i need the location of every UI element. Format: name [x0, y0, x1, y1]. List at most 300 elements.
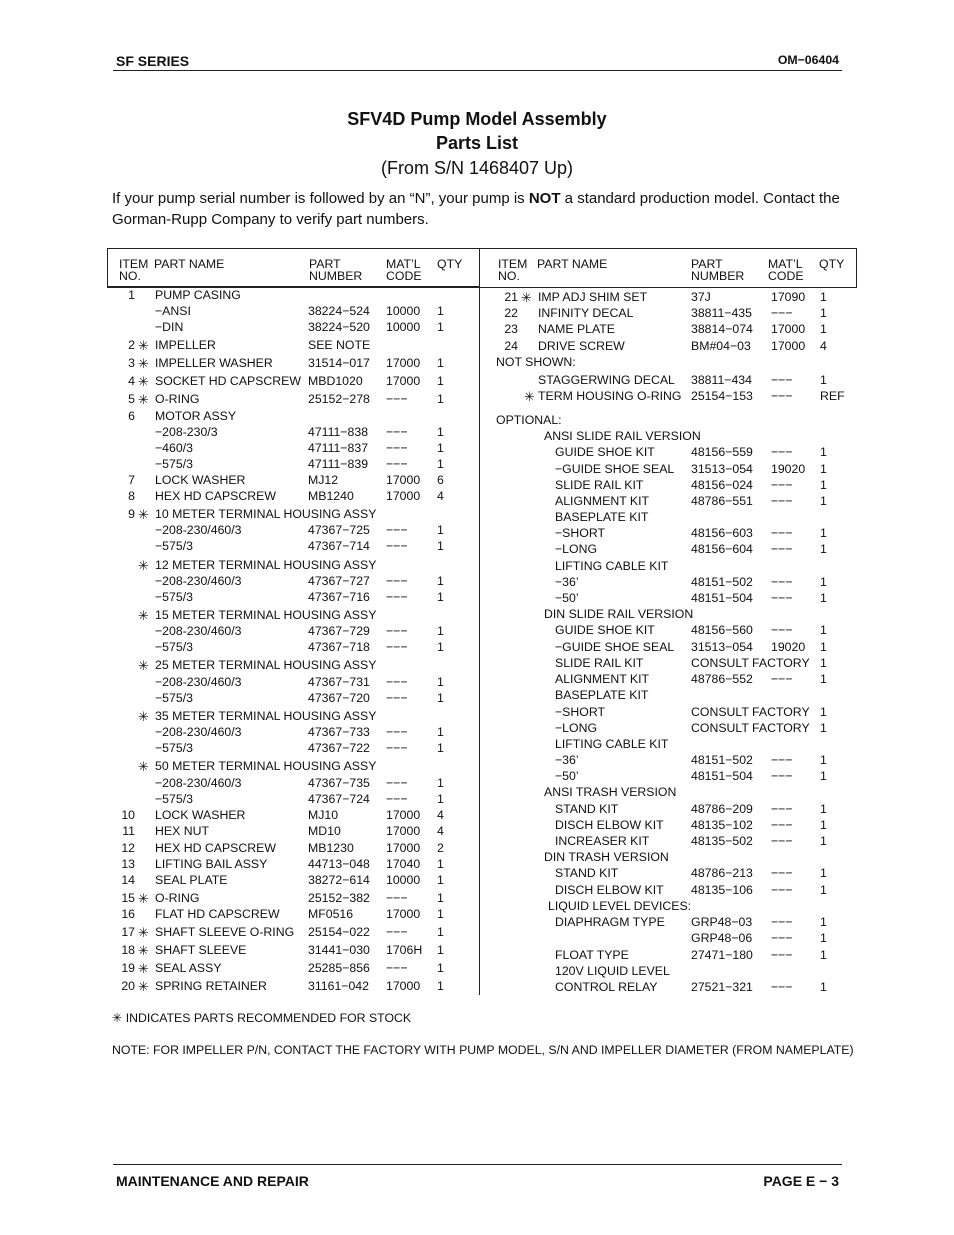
quantity: 1: [437, 356, 444, 370]
part-name: BASEPLATE KIT: [555, 510, 649, 524]
part-number: 47367−720: [308, 691, 370, 705]
part-number: 38272−614: [308, 873, 370, 887]
star-icon: ✳: [138, 507, 149, 522]
part-name: −LONG: [555, 542, 598, 556]
part-number: CONSULT FACTORY: [691, 656, 810, 670]
part-name: SHAFT SLEEVE O-RING: [155, 925, 295, 939]
intro-text-start: If your pump serial number is followed by an “N”, your pump is: [112, 190, 529, 207]
quantity: 1: [820, 591, 827, 605]
item-number: 7: [128, 473, 135, 487]
col-qty-header: QTY: [437, 257, 463, 271]
material-code: 10000: [386, 873, 421, 887]
quantity: 1: [437, 590, 444, 604]
col-mat-header-line2: CODE: [768, 269, 804, 283]
quantity: 1: [820, 705, 827, 719]
part-number: 48156−024: [691, 478, 753, 492]
part-name: LOCK WASHER: [155, 473, 246, 487]
item-number: 15: [121, 891, 135, 905]
part-number: 38814−074: [691, 322, 753, 336]
quantity: 1: [437, 675, 444, 689]
part-name: −208-230/460/3: [155, 574, 242, 588]
page-footer: [113, 1164, 842, 1187]
part-name: NOT SHOWN:: [496, 355, 576, 369]
item-number: 20: [121, 979, 135, 993]
quantity: 1: [437, 891, 444, 905]
part-name: −LONG: [555, 721, 598, 735]
quantity: 1: [820, 866, 827, 880]
quantity: 1: [437, 691, 444, 705]
part-number: GRP48−06: [691, 931, 753, 945]
item-number: 23: [504, 322, 518, 336]
material-code: −−−: [386, 675, 408, 689]
part-name: ALIGNMENT KIT: [555, 672, 650, 686]
item-number: 2: [128, 338, 135, 352]
part-name: −36’: [555, 753, 579, 767]
part-name: IMPELLER: [155, 338, 216, 352]
item-number: 22: [504, 306, 518, 320]
col-qty-header: QTY: [819, 257, 845, 271]
part-name: LIFTING CABLE KIT: [555, 737, 669, 751]
material-code: −−−: [771, 931, 793, 945]
material-code: −−−: [386, 891, 408, 905]
part-number: MJ10: [308, 808, 339, 822]
col-mat-header: MAT’L: [768, 257, 803, 271]
part-number: SEE NOTE: [308, 338, 371, 352]
part-number: MD10: [308, 824, 341, 838]
material-code: −−−: [771, 478, 793, 492]
star-icon: ✳: [138, 925, 149, 940]
col-item-header: ITEM: [498, 257, 528, 271]
part-name: SEAL ASSY: [155, 961, 222, 975]
part-number: 47367−724: [308, 792, 370, 806]
material-code: −−−: [386, 574, 408, 588]
quantity: 1: [820, 656, 827, 670]
part-name: NAME PLATE: [538, 322, 615, 336]
part-number: 47367−731: [308, 675, 370, 689]
part-number: 48135−106: [691, 883, 753, 897]
part-name: BASEPLATE KIT: [555, 688, 649, 702]
col-item-header-line2: NO.: [119, 269, 141, 283]
quantity: 1: [437, 873, 444, 887]
quantity: 1: [820, 526, 827, 540]
part-number: 47367−716: [308, 590, 370, 604]
part-name: PUMP CASING: [155, 288, 241, 302]
item-number: 6: [128, 409, 135, 423]
footer-section: MAINTENANCE AND REPAIR: [116, 1173, 309, 1189]
quantity: 2: [437, 841, 444, 855]
part-number: CONSULT FACTORY: [691, 721, 810, 735]
part-number: MF0516: [308, 907, 354, 921]
material-code: −−−: [771, 542, 793, 556]
part-number: 48151−502: [691, 753, 753, 767]
part-number: 37J: [691, 290, 711, 304]
item-number: 12: [121, 841, 135, 855]
part-name: −GUIDE SHOE SEAL: [555, 462, 675, 476]
part-name: DIN SLIDE RAIL VERSION: [544, 607, 694, 621]
star-icon: ✳: [138, 961, 149, 976]
star-icon: ✳: [524, 389, 535, 404]
material-code: −−−: [386, 691, 408, 705]
item-number: 18: [121, 943, 135, 957]
part-name: DIAPHRAGM TYPE: [555, 915, 665, 929]
part-number: 44713−048: [308, 857, 370, 871]
part-name: −575/3: [155, 792, 193, 806]
part-number: 47367−729: [308, 624, 370, 638]
quantity: 1: [820, 322, 827, 336]
part-name: OPTIONAL:: [496, 413, 562, 427]
material-code: −−−: [771, 373, 793, 387]
part-name: −575/3: [155, 590, 193, 604]
material-code: −−−: [771, 575, 793, 589]
part-name: −208-230/460/3: [155, 776, 242, 790]
part-name: 15 METER TERMINAL HOUSING ASSY: [155, 608, 377, 622]
material-code: −−−: [771, 915, 793, 929]
material-code: 17000: [386, 907, 421, 921]
material-code: 19020: [771, 462, 806, 476]
material-code: −−−: [771, 753, 793, 767]
impeller-note: NOTE: FOR IMPELLER P/N, CONTACT THE FACTORY WITH PUMP MODEL, S/N AND IMPELLER DIAMETER (FROM NAMEPLATE): [112, 1043, 854, 1057]
col-part-header: PART: [691, 257, 723, 271]
part-name: SEAL PLATE: [155, 873, 228, 887]
material-code: −−−: [386, 925, 408, 939]
item-number: 8: [128, 489, 135, 503]
quantity: 1: [437, 857, 444, 871]
part-number: MB1230: [308, 841, 354, 855]
quantity: 1: [437, 523, 444, 537]
material-code: 17000: [386, 808, 421, 822]
material-code: 17000: [386, 489, 421, 503]
part-number: 38811−434: [691, 373, 752, 387]
quantity: 1: [820, 769, 827, 783]
quantity: 1: [437, 961, 444, 975]
quantity: 1: [820, 575, 827, 589]
quantity: 4: [820, 339, 827, 353]
part-name: STAND KIT: [555, 866, 619, 880]
quantity: 1: [820, 306, 827, 320]
page-title: SFV4D Pump Model Assembly: [347, 109, 607, 129]
part-name: HEX HD CAPSCREW: [155, 489, 276, 503]
intro-text-end: a standard production model. Contact the Gorman-Rupp Company to verify part numbers.: [112, 190, 840, 228]
material-code: 17000: [386, 824, 421, 838]
quantity: 1: [820, 915, 827, 929]
star-icon: ✳: [138, 658, 149, 673]
star-icon: ✳: [521, 290, 532, 305]
material-code: −−−: [771, 883, 793, 897]
quantity: 1: [820, 373, 827, 387]
material-code: 17000: [386, 841, 421, 855]
part-name: −575/3: [155, 640, 193, 654]
col-mat-header: MAT’L: [386, 257, 421, 271]
material-code: 19020: [771, 640, 806, 654]
material-code: −−−: [771, 769, 793, 783]
material-code: −−−: [771, 623, 793, 637]
part-number: 47367−718: [308, 640, 370, 654]
col-item-header: ITEM: [119, 257, 149, 271]
star-icon: ✳: [138, 356, 149, 371]
part-number: 48135−102: [691, 818, 753, 832]
part-name: O-RING: [155, 392, 200, 406]
star-icon: ✳: [138, 759, 149, 774]
quantity: 1: [437, 792, 444, 806]
material-code: 17000: [386, 473, 421, 487]
material-code: −−−: [771, 948, 793, 962]
material-code: −−−: [386, 741, 408, 755]
star-icon: ✳: [138, 891, 149, 906]
part-number: 48151−504: [691, 769, 753, 783]
part-name: 50 METER TERMINAL HOUSING ASSY: [155, 759, 377, 773]
part-number: 48786−551: [691, 494, 753, 508]
item-number: 13: [121, 857, 135, 871]
col-part-header-line2: NUMBER: [309, 269, 363, 283]
part-name: 12 METER TERMINAL HOUSING ASSY: [155, 558, 377, 572]
part-name: ANSI SLIDE RAIL VERSION: [544, 429, 701, 443]
part-number: 27521−321: [691, 980, 753, 994]
material-code: −−−: [771, 980, 793, 994]
star-icon: ✳: [138, 943, 149, 958]
material-code: 17000: [386, 356, 421, 370]
stock-footnote: [112, 1011, 411, 1025]
quantity: 1: [820, 883, 827, 897]
material-code: 17090: [771, 290, 806, 304]
part-number: 31514−017: [308, 356, 370, 370]
part-name: HEX NUT: [155, 824, 209, 838]
quantity: 1: [437, 374, 444, 388]
material-code: −−−: [771, 389, 793, 403]
quantity: 1: [437, 392, 444, 406]
part-name: −575/3: [155, 741, 193, 755]
material-code: −−−: [386, 425, 408, 439]
material-code: −−−: [771, 526, 793, 540]
part-number: MJ12: [308, 473, 339, 487]
part-name: −208-230/460/3: [155, 624, 242, 638]
star-icon: ✳: [138, 338, 149, 353]
material-code: −−−: [771, 834, 793, 848]
part-number: GRP48−03: [691, 915, 753, 929]
parts-table: [107, 248, 857, 995]
intro-emphasis: NOT: [528, 190, 561, 207]
quantity: 4: [437, 808, 444, 822]
part-name: −208-230/460/3: [155, 675, 242, 689]
part-name: O-RING: [155, 891, 200, 905]
material-code: −−−: [771, 818, 793, 832]
quantity: 1: [437, 943, 444, 957]
part-number: 48151−502: [691, 575, 753, 589]
star-icon: ✳: [138, 558, 149, 573]
quantity: 1: [437, 979, 444, 993]
part-name: 25 METER TERMINAL HOUSING ASSY: [155, 658, 377, 672]
intro-paragraph: [112, 188, 852, 230]
quantity: 1: [820, 478, 827, 492]
part-name: SPRING RETAINER: [155, 979, 267, 993]
material-code: −−−: [386, 457, 408, 471]
part-number: 48135−502: [691, 834, 753, 848]
part-name: 120V LIQUID LEVEL: [555, 964, 670, 978]
quantity: 1: [437, 741, 444, 755]
material-code: −−−: [771, 802, 793, 816]
item-number: 19: [121, 961, 135, 975]
part-name: GUIDE SHOE KIT: [555, 623, 655, 637]
part-name: DISCH ELBOW KIT: [555, 883, 664, 897]
item-number: 5: [128, 392, 135, 406]
part-name: ALIGNMENT KIT: [555, 494, 650, 508]
star-icon: ✳: [138, 709, 149, 724]
material-code: −−−: [386, 624, 408, 638]
quantity: 1: [437, 624, 444, 638]
part-number: 48786−213: [691, 866, 753, 880]
quantity: 1: [820, 818, 827, 832]
quantity: 1: [820, 802, 827, 816]
part-name: LOCK WASHER: [155, 808, 246, 822]
material-code: 10000: [386, 304, 421, 318]
material-code: −−−: [386, 776, 408, 790]
quantity: 1: [437, 457, 444, 471]
part-number: 48786−209: [691, 802, 753, 816]
part-name: FLAT HD CAPSCREW: [155, 907, 280, 921]
material-code: 17040: [386, 857, 421, 871]
part-number: 47367−714: [308, 539, 370, 553]
quantity: 1: [437, 725, 444, 739]
material-code: 17000: [386, 979, 421, 993]
part-number: 27471−180: [691, 948, 753, 962]
part-number: 38224−520: [308, 320, 370, 334]
quantity: 1: [820, 623, 827, 637]
part-number: 48156−560: [691, 623, 753, 637]
material-code: −−−: [386, 392, 408, 406]
quantity: 1: [820, 834, 827, 848]
part-number: CONSULT FACTORY: [691, 705, 810, 719]
quantity: 1: [820, 445, 827, 459]
quantity: 1: [437, 574, 444, 588]
part-number: 48156−604: [691, 542, 753, 556]
quantity: 4: [437, 824, 444, 838]
part-name: −460/3: [155, 441, 193, 455]
col-name-header: PART NAME: [154, 257, 225, 271]
material-code: −−−: [386, 590, 408, 604]
quantity: 1: [437, 907, 444, 921]
quantity: 1: [437, 320, 444, 334]
quantity: 1: [820, 494, 827, 508]
part-number: 47367−722: [308, 741, 370, 755]
part-name: −50’: [555, 769, 579, 783]
item-number: 24: [504, 339, 518, 353]
item-number: 10: [121, 808, 135, 822]
quantity: 1: [437, 640, 444, 654]
part-name: HEX HD CAPSCREW: [155, 841, 276, 855]
page-header: [113, 52, 842, 71]
quantity: 1: [820, 948, 827, 962]
material-code: 10000: [386, 320, 421, 334]
part-number: 48156−603: [691, 526, 753, 540]
part-name: −208-230/460/3: [155, 523, 242, 537]
material-code: −−−: [386, 725, 408, 739]
quantity: REF: [820, 389, 845, 403]
part-name: MOTOR ASSY: [155, 409, 237, 423]
part-name: −208-230/3: [155, 425, 218, 439]
part-name: SOCKET HD CAPSCREW: [155, 374, 301, 388]
part-number: MB1240: [308, 489, 354, 503]
quantity: 1: [820, 462, 827, 476]
star-icon: ✳: [138, 608, 149, 623]
part-number: BM#04−03: [691, 339, 751, 353]
item-number: 14: [121, 873, 135, 887]
part-name: −575/3: [155, 691, 193, 705]
quantity: 1: [820, 542, 827, 556]
part-name: INCREASER KIT: [555, 834, 650, 848]
part-name: −ANSI: [155, 304, 191, 318]
material-code: −−−: [386, 640, 408, 654]
part-name: 10 METER TERMINAL HOUSING ASSY: [155, 507, 377, 521]
material-code: −−−: [386, 792, 408, 806]
material-code: −−−: [386, 539, 408, 553]
material-code: −−−: [771, 591, 793, 605]
material-code: 1706H: [386, 943, 423, 957]
part-number: MBD1020: [308, 374, 363, 388]
item-number: 1: [128, 288, 135, 302]
quantity: 1: [820, 290, 827, 304]
col-item-header-line2: NO.: [498, 269, 520, 283]
serial-range: (From S/N 1468407 Up): [380, 158, 574, 178]
quantity: 6: [437, 473, 444, 487]
part-name: DISCH ELBOW KIT: [555, 818, 664, 832]
part-name: STAGGERWING DECAL: [538, 373, 675, 387]
material-code: −−−: [386, 523, 408, 537]
material-code: 17000: [386, 374, 421, 388]
part-number: 48156−559: [691, 445, 753, 459]
part-name: SLIDE RAIL KIT: [555, 478, 644, 492]
col-mat-header-line2: CODE: [386, 269, 422, 283]
material-code: −−−: [386, 961, 408, 975]
item-number: 21: [504, 290, 518, 304]
part-name: CONTROL RELAY: [555, 980, 658, 994]
part-number: 47367−735: [308, 776, 370, 790]
col-part-header-line2: NUMBER: [691, 269, 745, 283]
part-name: −SHORT: [555, 705, 605, 719]
part-number: 31513−054: [691, 640, 753, 654]
quantity: 1: [437, 425, 444, 439]
material-code: 17000: [771, 322, 806, 336]
part-name: FLOAT TYPE: [555, 948, 629, 962]
column-divider: [479, 248, 480, 995]
quantity: 1: [820, 640, 827, 654]
part-number: 31161−042: [308, 979, 369, 993]
material-code: −−−: [771, 494, 793, 508]
part-number: 25154−022: [308, 925, 370, 939]
part-number: 25152−382: [308, 891, 370, 905]
quantity: 1: [437, 304, 444, 318]
part-name: −SHORT: [555, 526, 605, 540]
quantity: 1: [437, 539, 444, 553]
item-number: 3: [128, 356, 135, 370]
part-name: GUIDE SHOE KIT: [555, 445, 655, 459]
star-icon: ✳: [112, 1011, 123, 1025]
page-subtitle: Parts List: [435, 133, 519, 153]
part-name: −575/3: [155, 539, 193, 553]
part-name: SLIDE RAIL KIT: [555, 656, 644, 670]
part-name: ANSI TRASH VERSION: [544, 785, 677, 799]
part-number: 48786−552: [691, 672, 753, 686]
part-name: LIFTING CABLE KIT: [555, 559, 669, 573]
star-icon: ✳: [138, 979, 149, 994]
part-number: 25152−278: [308, 392, 370, 406]
header-doc-number: OM−06404: [777, 53, 839, 67]
part-number: 25285−856: [308, 961, 370, 975]
quantity: 1: [437, 441, 444, 455]
part-number: 47367−727: [308, 574, 370, 588]
part-name: IMPELLER WASHER: [155, 356, 273, 370]
material-code: −−−: [771, 866, 793, 880]
part-name: 35 METER TERMINAL HOUSING ASSY: [155, 709, 377, 723]
part-number: 48151−504: [691, 591, 753, 605]
